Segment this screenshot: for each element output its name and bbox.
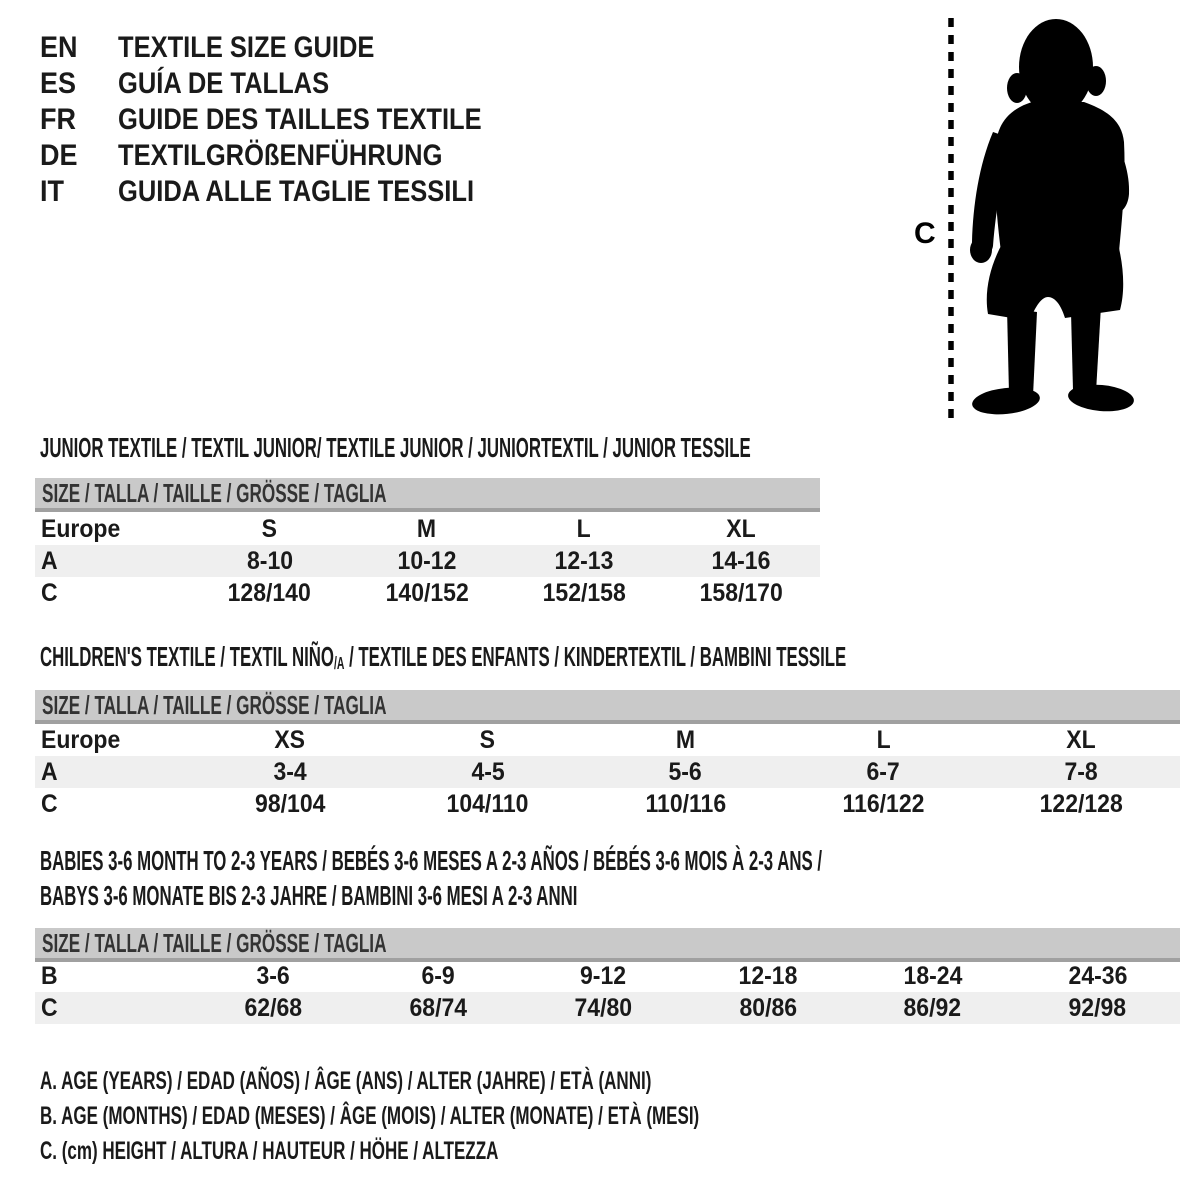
size-value-cell: 12-18 — [738, 961, 798, 990]
babies-size-header-bar — [35, 928, 1180, 962]
language-code: EN — [40, 31, 78, 64]
height-label-c: C — [914, 217, 936, 250]
size-value-cell: 122/128 — [1039, 789, 1123, 818]
size-value-cell: XS — [274, 725, 306, 754]
size-value-cell: 110/116 — [645, 789, 726, 818]
row-label-cell: A — [41, 546, 58, 575]
junior-section-heading-text: JUNIOR TEXTILE / TEXTIL JUNIOR/ TEXTILE JUNIOR / JUNIORTEXTIL / JUNIOR TESSILE — [40, 432, 751, 463]
footnote-a: A. AGE (YEARS) / EDAD (AÑOS) / ÂGE (ANS) / ALTER (JAHRE) / ETÀ (ANNI) — [40, 1067, 652, 1095]
size-value-cell: 6-9 — [421, 961, 455, 990]
size-value-cell: 12-13 — [554, 546, 614, 575]
babies-section-heading — [40, 843, 1200, 913]
language-title: GUÍA DE TALLAS — [118, 67, 330, 100]
junior-size-header-bar — [35, 478, 820, 512]
language-row — [40, 102, 546, 138]
table-row — [35, 545, 820, 577]
footnote-legend — [40, 1064, 1009, 1169]
size-value-cell: 7-8 — [1064, 757, 1098, 786]
size-value-cell: 24-36 — [1068, 961, 1127, 990]
language-title: GUIDE DES TAILLES TEXTILE — [118, 103, 482, 136]
children-heading-after: / TEXTILE DES ENFANTS / KINDERTEXTIL / BAMBINI TESSILE — [344, 641, 847, 672]
size-value-cell: L — [876, 725, 891, 754]
size-value-cell: 14-16 — [711, 546, 771, 575]
size-value-cell: XL — [726, 514, 757, 543]
children-section-heading — [40, 641, 1200, 673]
size-value-cell: 9-12 — [580, 961, 627, 990]
table-row — [35, 788, 1180, 820]
children-size-header-bar — [35, 690, 1180, 724]
size-value-cell: S — [480, 725, 496, 754]
size-value-cell: 3-6 — [256, 961, 291, 990]
size-header-text: SIZE / TALLA / TAILLE / GRÖSSE / TAGLIA — [42, 928, 387, 958]
size-value-cell: M — [675, 725, 696, 754]
table-row — [35, 724, 1180, 756]
size-value-cell: 140/152 — [385, 578, 469, 607]
size-header-text: SIZE / TALLA / TAILLE / GRÖSSE / TAGLIA — [42, 690, 387, 720]
size-value-cell: 86/92 — [903, 993, 962, 1022]
children-heading-before: CHILDREN'S TEXTILE / TEXTIL NIÑO — [40, 641, 334, 672]
baby-silhouette-figure — [880, 0, 1200, 440]
footnote-b: B. AGE (MONTHS) / EDAD (MESES) / ÂGE (MOIS) / ALTER (MONATE) / ETÀ (MESI) — [40, 1102, 700, 1130]
language-code: IT — [40, 175, 65, 208]
junior-size-table — [35, 513, 820, 609]
size-value-cell: 6-7 — [866, 757, 900, 786]
row-label-cell: A — [41, 757, 58, 786]
size-value-cell: 80/86 — [739, 993, 797, 1022]
size-value-cell: M — [417, 514, 437, 543]
size-value-cell: 68/74 — [409, 993, 468, 1022]
row-label-cell: B — [41, 961, 58, 990]
size-value-cell: 92/98 — [1068, 993, 1127, 1022]
language-title-list — [40, 30, 546, 210]
row-label-cell: C — [41, 578, 58, 607]
language-code: FR — [40, 103, 76, 136]
row-label-cell: Europe — [41, 514, 121, 543]
row-label-cell: C — [41, 789, 58, 818]
language-code: DE — [40, 139, 78, 172]
babies-heading-line-2: BABYS 3-6 MONATE BIS 2-3 JAHRE / BAMBINI 3-6 MESI A 2-3 ANNI — [40, 880, 578, 911]
size-value-cell: S — [261, 514, 278, 543]
row-label-cell: C — [41, 993, 58, 1022]
size-value-cell: 128/140 — [228, 578, 312, 607]
table-row — [35, 960, 1180, 992]
language-title: GUIDA ALLE TAGLIE TESSILI — [118, 175, 475, 208]
children-section-heading-text — [40, 641, 846, 673]
language-title: TEXTILE SIZE GUIDE — [118, 31, 375, 64]
table-row — [35, 756, 1180, 788]
size-header-text: SIZE / TALLA / TAILLE / GRÖSSE / TAGLIA — [42, 478, 387, 508]
table-row — [35, 513, 820, 545]
baby-silhouette-icon — [970, 19, 1135, 417]
size-value-cell: 74/80 — [574, 993, 632, 1022]
size-value-cell: 3-4 — [273, 757, 307, 786]
size-value-cell: 116/122 — [842, 789, 925, 818]
table-row — [35, 577, 820, 609]
table-row — [35, 992, 1180, 1024]
language-row — [40, 30, 546, 66]
footnote-c: C. (cm) HEIGHT / ALTURA / HAUTEUR / HÖHE / ALTEZZA — [40, 1137, 499, 1165]
language-code: ES — [40, 67, 77, 100]
children-heading-subscript: /A — [333, 653, 345, 674]
size-value-cell: 4-5 — [471, 757, 505, 786]
size-value-cell: 8-10 — [246, 546, 293, 575]
size-value-cell: 10-12 — [397, 546, 457, 575]
language-row — [40, 66, 546, 102]
size-value-cell: 62/68 — [244, 993, 303, 1022]
babies-heading-line-1: BABIES 3-6 MONTH TO 2-3 YEARS / BEBÉS 3-6 MESES A 2-3 AÑOS / BÉBÉS 3-6 MOIS À 2-3 ANS / — [40, 845, 823, 876]
size-value-cell: 98/104 — [254, 789, 326, 818]
row-label-cell: Europe — [41, 725, 121, 754]
size-value-cell: L — [577, 514, 592, 543]
size-value-cell: 5-6 — [668, 757, 703, 786]
size-value-cell: 152/158 — [542, 578, 626, 607]
language-row — [40, 138, 546, 174]
size-value-cell: 18-24 — [903, 961, 963, 990]
language-title: TEXTILGRÖßENFÜHRUNG — [118, 139, 443, 172]
language-row — [40, 174, 546, 210]
babies-size-table — [35, 960, 1180, 1024]
children-size-table — [35, 724, 1180, 820]
size-value-cell: 158/170 — [699, 578, 783, 607]
junior-section-heading — [40, 432, 1200, 464]
size-value-cell: 104/110 — [446, 789, 529, 818]
size-value-cell: XL — [1066, 725, 1096, 754]
